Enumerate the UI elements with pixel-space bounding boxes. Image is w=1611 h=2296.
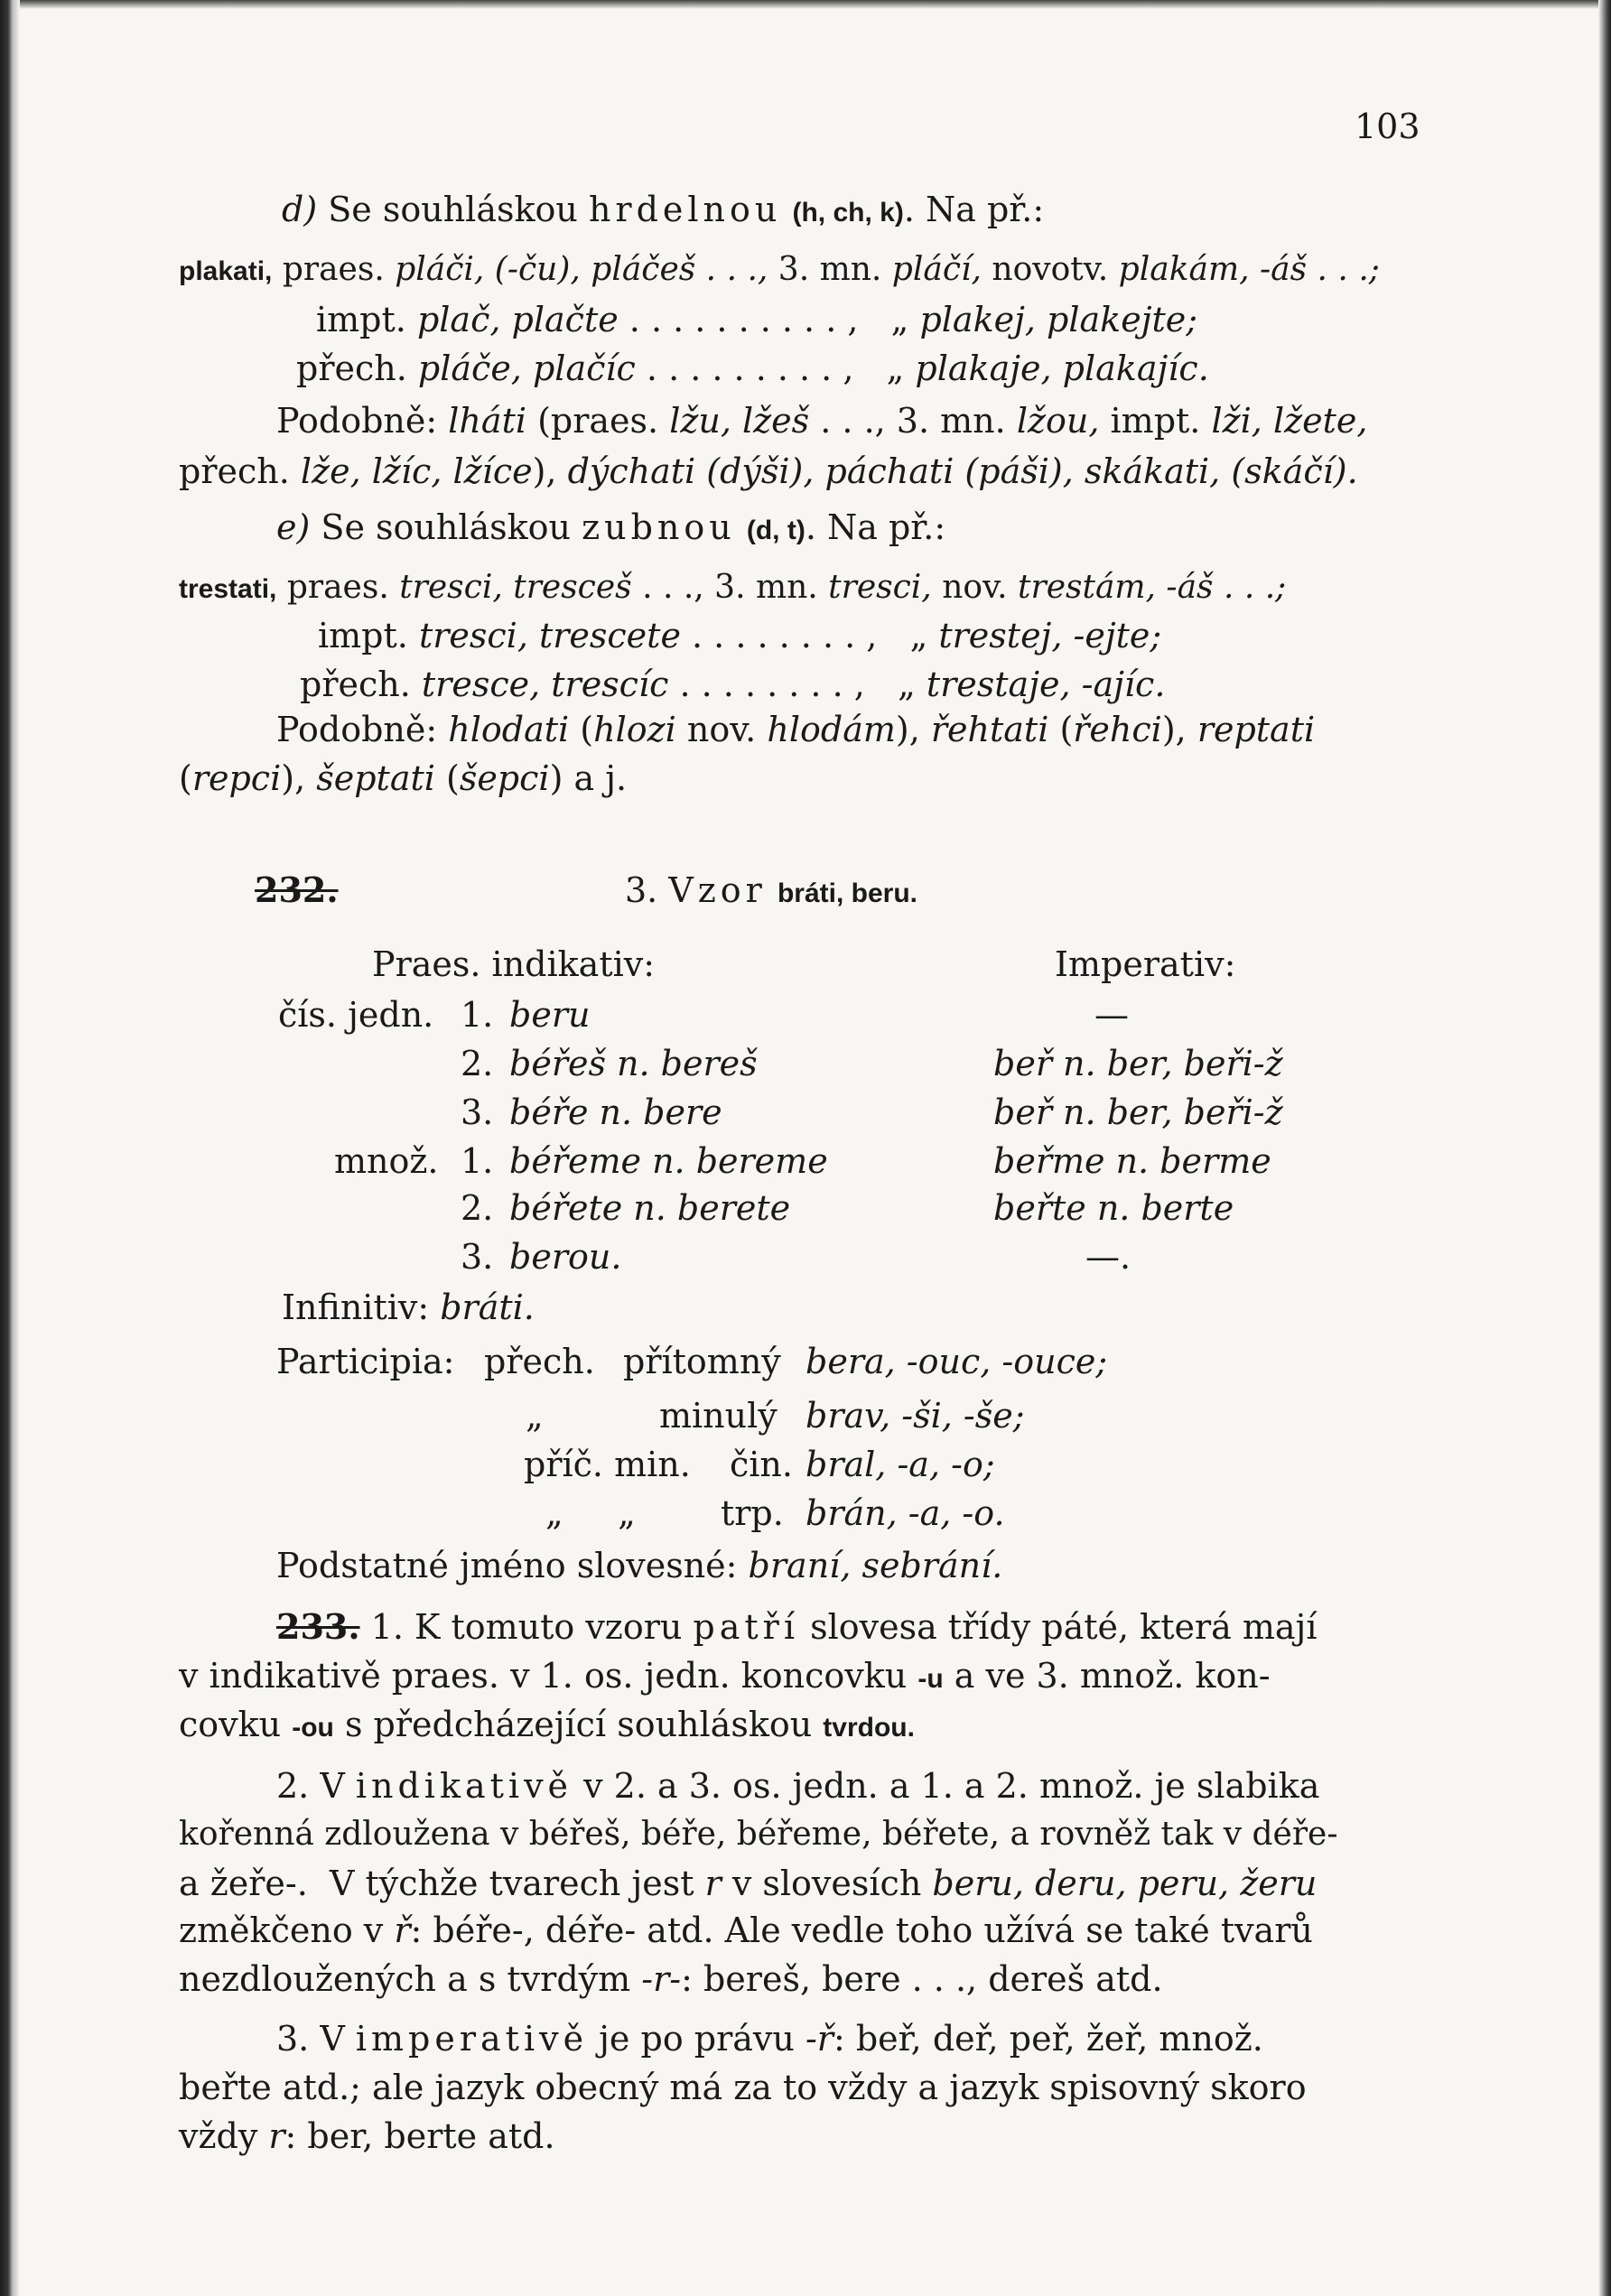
pattern-row-num: 1.	[461, 995, 494, 1035]
para-italic: -r-	[641, 1959, 682, 1999]
row-forms: dýchati (dýši), páchati (páši), skákati, (skáčí).	[567, 451, 1358, 491]
para-text: a žeře-. V týchže tvarech jest	[179, 1864, 705, 1903]
participia-label: Participia:	[276, 1342, 466, 1381]
row-text: ),	[895, 710, 931, 749]
para-2-line-4	[179, 1909, 1313, 1952]
pattern-imper-form: beřme n. berme	[993, 1141, 1271, 1181]
para-text: je po právu	[588, 2019, 806, 2059]
row-forms: lžou,	[1016, 401, 1100, 441]
pattern-imper-form: beř n. ber, beři-ž	[993, 1044, 1283, 1083]
section-d-letter: d)	[282, 190, 318, 229]
paragraph-marker-233: 233.	[276, 1606, 360, 1647]
heading-tail: . Na př.:	[903, 190, 1045, 229]
row-forms: hlodati	[448, 710, 570, 749]
pattern-imper-form: beřte n. berte	[993, 1188, 1234, 1228]
para-italic: r	[704, 1864, 722, 1903]
row-forms: tresci,	[828, 569, 932, 606]
para-2-line-1	[276, 1764, 1319, 1808]
para-233-line-1	[276, 1605, 1317, 1649]
page-left-edge	[0, 0, 20, 2296]
row-forms: lži, lžete,	[1211, 401, 1368, 441]
page-number: 103	[1355, 107, 1420, 146]
para-text: 1. K tomuto vzoru	[359, 1607, 694, 1647]
para-spaced: imperativě	[355, 2019, 589, 2059]
participle-a: příč. min.	[524, 1445, 691, 1484]
para-bold: tvrdou.	[823, 1713, 915, 1743]
infinitive-line	[282, 1286, 535, 1329]
row-text: (praes.	[526, 401, 670, 441]
page-right-edge	[1598, 0, 1611, 2296]
para-text: 3. V	[276, 2019, 356, 2059]
row-forms: tresci, trescete	[418, 616, 681, 655]
row-text: ),	[281, 758, 317, 798]
para-italic: r	[268, 2116, 285, 2156]
pattern-row-label: množ.	[334, 1141, 439, 1181]
section-d-row-5	[179, 450, 1358, 493]
pattern-imper-form: beř n. ber, beři-ž	[993, 1092, 1283, 1132]
para-2-line-5	[179, 1957, 1163, 2001]
section-d-row-1	[179, 248, 1380, 293]
para-233-line-2	[179, 1654, 1271, 1701]
infinitive-value: bráti.	[440, 1287, 535, 1327]
row-text: . . ., 3. mn.	[809, 401, 1017, 441]
para-3-line-2: beřte atd.; ale jazyk obecný má za to vždy a jazyk spisovný skoro	[179, 2068, 1307, 2107]
participle-forms: brav, -ši, -še;	[806, 1396, 1025, 1436]
para-bold: -ou	[292, 1713, 334, 1743]
row-label: Podobně:	[276, 710, 449, 749]
row-label: Podobně:	[276, 401, 449, 441]
row-forms: tresce, trescíc	[421, 665, 669, 704]
row-forms: šeptati	[316, 758, 435, 798]
pattern-praes-form: berou.	[509, 1237, 622, 1277]
row-text: . . ., 3. mn.	[631, 569, 829, 606]
row-dots: . . . . . . . . , „	[668, 665, 927, 704]
para-text: změkčeno v	[179, 1910, 395, 1950]
para-text: vždy	[179, 2116, 269, 2156]
section-d-row-3	[296, 347, 1209, 390]
row-label: impt.	[318, 616, 419, 655]
row-forms: plakaje, plakajíc.	[915, 349, 1209, 388]
row-text: (	[179, 758, 192, 798]
participle-b: minulý	[659, 1396, 778, 1436]
para-text: covku	[179, 1705, 293, 1744]
row-label: přech.	[179, 451, 301, 491]
heading-letters: (d, t)	[746, 516, 806, 545]
row-forms: pláče, plačíc	[417, 349, 636, 388]
row-forms: řehtati	[930, 710, 1049, 749]
row-forms: repci	[191, 758, 282, 798]
pattern-row	[278, 993, 433, 1036]
para-italic: -ř	[805, 2019, 833, 2059]
pattern-praes-form: béřeš n. bereš	[509, 1044, 758, 1083]
row-text: 3. mn.	[778, 251, 892, 288]
row-text: nov.	[675, 710, 768, 749]
title-bold: bráti, beru.	[777, 878, 917, 908]
pattern-praes-form: béře n. bere	[509, 1092, 722, 1132]
para-italic: ř	[394, 1910, 411, 1950]
pattern-row-num: 2.	[461, 1044, 494, 1083]
para-2-line-2: kořenná zdloužena v béřeš, béře, béřeme, béřete, a rovněž tak v déře-	[179, 1816, 1338, 1853]
verbal-noun-value: braní, sebrání.	[748, 1546, 1003, 1585]
section-e-heading	[276, 506, 945, 553]
row-forms: řehci	[1073, 710, 1162, 749]
heading-spaced: zubnou	[582, 507, 736, 547]
section-e-row-1	[179, 566, 1286, 611]
participle-b: čin.	[730, 1445, 793, 1484]
title-number: 3.	[625, 870, 669, 910]
participle-b: přítomný	[623, 1342, 781, 1381]
section-e-row-3	[300, 663, 1165, 706]
title-spaced: Vzor	[668, 870, 767, 910]
section-e-row-2	[318, 614, 1161, 657]
para-text: v 2. a 3. os. jedn. a 1. a 2. množ. je slabika	[573, 1766, 1320, 1806]
section-d-heading	[282, 188, 1044, 235]
section-e-row-4	[276, 708, 1315, 751]
row-forms: trestej, -ejte;	[938, 616, 1162, 655]
row-forms: plakám, -áš . . .;	[1118, 251, 1380, 288]
row-forms: tresci, tresceš	[399, 569, 632, 606]
heading-text: Se souhláskou	[310, 507, 582, 547]
row-label: čís. jedn.	[278, 995, 434, 1035]
heading-text: Se souhláskou	[317, 190, 589, 229]
paragraph-marker-232: 232.	[255, 869, 339, 910]
pattern-praes-form: beru	[509, 995, 591, 1035]
row-text: ),	[532, 451, 568, 491]
participle-forms: bera, -ouc, -ouce;	[806, 1342, 1108, 1381]
participle-b: trp.	[721, 1493, 784, 1533]
pattern-row-num: 1.	[461, 1141, 494, 1181]
verbal-noun-label: Podstatné jméno slovesné:	[276, 1546, 749, 1585]
participle-a: „ „	[545, 1493, 636, 1533]
row-text: (	[1048, 710, 1074, 749]
para-text: slovesa třídy páté, která mají	[799, 1607, 1318, 1647]
pattern-imper-form: —.	[1085, 1237, 1131, 1277]
para-spaced: indikativě	[355, 1766, 573, 1806]
row-forms: trestám, -áš . . .;	[1018, 569, 1287, 606]
para-italic: beru, deru, peru, žeru	[932, 1864, 1318, 1903]
participle-a: „	[526, 1396, 544, 1436]
row-forms: reptati	[1197, 710, 1316, 749]
section-e-letter: e)	[276, 507, 311, 547]
section-d-row-4	[276, 399, 1367, 442]
row-forms: šepci	[459, 758, 550, 798]
row-label: přech.	[296, 349, 418, 388]
row-text: praes.	[272, 251, 396, 288]
section-e-row-5	[179, 757, 627, 800]
row-forms: lže, lžíc, lžíce	[300, 451, 533, 491]
para-spaced: patří	[693, 1607, 799, 1647]
row-label: impt.	[316, 300, 417, 339]
para-text: : bereš, bere . . ., dereš atd.	[681, 1959, 1163, 1999]
row-text: novotv.	[981, 251, 1119, 288]
participle-forms: bral, -a, -o;	[806, 1445, 995, 1484]
infinitive-label: Infinitiv:	[282, 1287, 441, 1327]
row-dots: . . . . . . . . , „	[680, 616, 939, 655]
row-text: (	[434, 758, 460, 798]
para-text: s předcházející souhláskou	[333, 1705, 824, 1744]
row-label: přech.	[300, 665, 422, 704]
pattern-row-num: 2.	[461, 1188, 494, 1228]
row-forms: lháti	[448, 401, 526, 441]
heading-letters: (h, ch, k)	[792, 198, 904, 228]
section-d-row-2	[316, 298, 1197, 341]
para-text: nezdloužených a s tvrdým	[179, 1959, 642, 1999]
verb-plakati: plakati,	[179, 256, 273, 286]
row-forms: pláči, (-ču), pláčeš . . .,	[395, 251, 778, 288]
row-text: impt.	[1099, 401, 1212, 441]
row-dots: . . . . . . . . . . , „	[618, 300, 920, 339]
row-text: praes.	[276, 569, 400, 606]
row-dots: . . . . . . . . . , „	[635, 349, 916, 388]
row-forms: lžu, lžeš	[669, 401, 810, 441]
row-forms: hlodám	[767, 710, 896, 749]
para-3-line-1	[276, 2017, 1263, 2060]
pattern-praes-form: béřete n. berete	[509, 1188, 791, 1228]
para-text: a ve 3. množ. kon-	[943, 1656, 1271, 1696]
row-text: nov.	[931, 569, 1019, 606]
para-text: v slovesích	[721, 1864, 933, 1903]
imperativ-heading: Imperativ:	[1055, 944, 1236, 984]
heading-tail: . Na př.:	[805, 507, 946, 547]
row-text: ),	[1161, 710, 1197, 749]
pattern-row-num: 3.	[461, 1237, 494, 1277]
praes-heading: Praes. indikativ:	[372, 944, 656, 984]
row-forms: plakej, plakejte;	[919, 300, 1198, 339]
para-text: : beř, deř, peř, žeř, množ.	[833, 2019, 1263, 2059]
heading-spaced: hrdelnou	[588, 190, 782, 229]
row-forms: hlozi	[593, 710, 676, 749]
para-text: v indikativě praes. v 1. os. jedn. koncovku	[179, 1656, 918, 1696]
row-text: ) a j.	[549, 758, 628, 798]
row-forms: plač, plačte	[416, 300, 619, 339]
row-text: (	[569, 710, 594, 749]
para-233-line-3	[179, 1703, 915, 1750]
pattern-praes-form: béřeme n. bereme	[509, 1141, 828, 1181]
pattern-title	[625, 869, 917, 916]
verbal-noun-line	[276, 1544, 1002, 1587]
participle-forms: brán, -a, -o.	[806, 1493, 1005, 1533]
verb-trestati: trestati,	[179, 574, 277, 604]
para-text: 2. V	[276, 1766, 356, 1806]
para-text: : ber, berte atd.	[284, 2116, 555, 2156]
row-forms: trestaje, -ajíc.	[926, 665, 1166, 704]
pattern-imper-form: —	[1094, 995, 1129, 1035]
page-top-edge	[0, 0, 1611, 9]
para-bold: -u	[917, 1664, 944, 1694]
row-forms: pláčí,	[891, 251, 982, 288]
participle-a: přech.	[484, 1342, 595, 1381]
pattern-row-num: 3.	[461, 1092, 494, 1132]
para-text: : béře-, déře- atd. Ale vedle toho užívá se také tvarů	[410, 1910, 1313, 1950]
para-2-line-3	[179, 1862, 1317, 1905]
para-3-line-3	[179, 2115, 555, 2158]
